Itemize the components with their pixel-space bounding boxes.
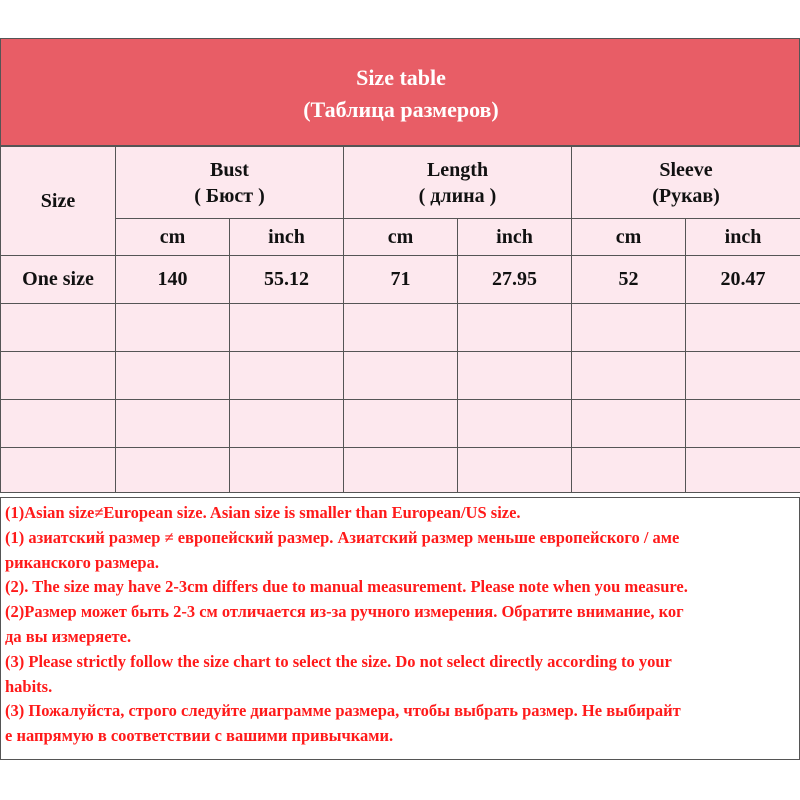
- size-cell: One size: [1, 256, 116, 304]
- sleeve-header: [572, 147, 800, 219]
- sleeve-label: Sleeve: [659, 158, 713, 181]
- note-line: (3) Please strictly follow the size chart to select the size. Do not select directly according to your: [5, 651, 672, 671]
- length-label-russian: ( длина ): [418, 184, 497, 207]
- empty-cell: [1, 304, 116, 352]
- empty-cell: [572, 400, 686, 448]
- group-header-row: [1, 147, 800, 219]
- empty-cell: [116, 352, 230, 400]
- empty-cell: [572, 448, 686, 493]
- value-cell: 55.12: [230, 256, 344, 304]
- note-line: да вы измеряете.: [5, 626, 132, 646]
- notes-panel: [0, 497, 800, 760]
- length-label: Length: [426, 158, 489, 181]
- note-line: (3) Пожалуйста, строго следуйте диаграмме размера, чтобы выбрать размер. Не выбирайт: [5, 701, 681, 721]
- empty-cell: [230, 304, 344, 352]
- title-english: Size table: [356, 65, 446, 90]
- empty-row: [1, 400, 800, 448]
- unit-cell: cm: [116, 219, 230, 256]
- empty-cell: [686, 448, 800, 493]
- note-line: (1) азиатский размер ≠ европейский размер. Азиатский размер меньше европейского / аме: [5, 527, 680, 547]
- empty-cell: [458, 400, 572, 448]
- empty-cell: [1, 448, 116, 493]
- empty-cell: [116, 448, 230, 493]
- empty-cell: [116, 304, 230, 352]
- note-line: е напрямую в соответствии с вашими привычками.: [5, 726, 394, 746]
- length-header: [344, 147, 572, 219]
- note-line: (2). The size may have 2-3cm differs due to manual measurement. Please note when you measure.: [5, 577, 688, 597]
- title-russian: (Таблица размеров): [303, 97, 499, 122]
- unit-cell: cm: [344, 219, 458, 256]
- unit-header-row: [1, 219, 800, 256]
- empty-cell: [686, 400, 800, 448]
- value-cell: 52: [572, 256, 686, 304]
- empty-cell: [230, 352, 344, 400]
- empty-cell: [344, 352, 458, 400]
- unit-cell: cm: [572, 219, 686, 256]
- unit-cell: inch: [458, 219, 572, 256]
- note-line: habits.: [5, 676, 53, 696]
- size-column-header: Size: [1, 147, 116, 256]
- empty-cell: [572, 352, 686, 400]
- empty-cell: [116, 400, 230, 448]
- empty-row: [1, 448, 800, 493]
- empty-cell: [230, 448, 344, 493]
- empty-cell: [344, 448, 458, 493]
- size-chart: [0, 38, 800, 760]
- bust-label: Bust: [210, 158, 249, 181]
- note-line: (2)Размер может быть 2-3 см отличается из-за ручного измерения. Обратите внимание, ког: [5, 602, 684, 622]
- sleeve-label-russian: (Рукав): [652, 184, 720, 207]
- size-table: [0, 146, 800, 493]
- empty-row: [1, 352, 800, 400]
- empty-cell: [1, 400, 116, 448]
- empty-cell: [458, 304, 572, 352]
- empty-row: [1, 304, 800, 352]
- unit-cell: inch: [686, 219, 800, 256]
- value-cell: 20.47: [686, 256, 800, 304]
- value-cell: 27.95: [458, 256, 572, 304]
- bust-header: [116, 147, 344, 219]
- empty-cell: [686, 352, 800, 400]
- empty-cell: [344, 304, 458, 352]
- value-cell: 140: [116, 256, 230, 304]
- table-row: [1, 256, 800, 304]
- empty-cell: [230, 400, 344, 448]
- empty-cell: [458, 448, 572, 493]
- unit-cell: inch: [230, 219, 344, 256]
- note-line: риканского размера.: [5, 552, 159, 572]
- value-cell: 71: [344, 256, 458, 304]
- empty-cell: [1, 352, 116, 400]
- empty-cell: [344, 400, 458, 448]
- empty-cell: [572, 304, 686, 352]
- title-banner: [0, 38, 800, 146]
- empty-cell: [686, 304, 800, 352]
- note-line: (1)Asian size≠European size. Asian size is smaller than European/US size.: [5, 503, 521, 522]
- empty-cell: [458, 352, 572, 400]
- bust-label-russian: ( Бюст ): [194, 184, 265, 207]
